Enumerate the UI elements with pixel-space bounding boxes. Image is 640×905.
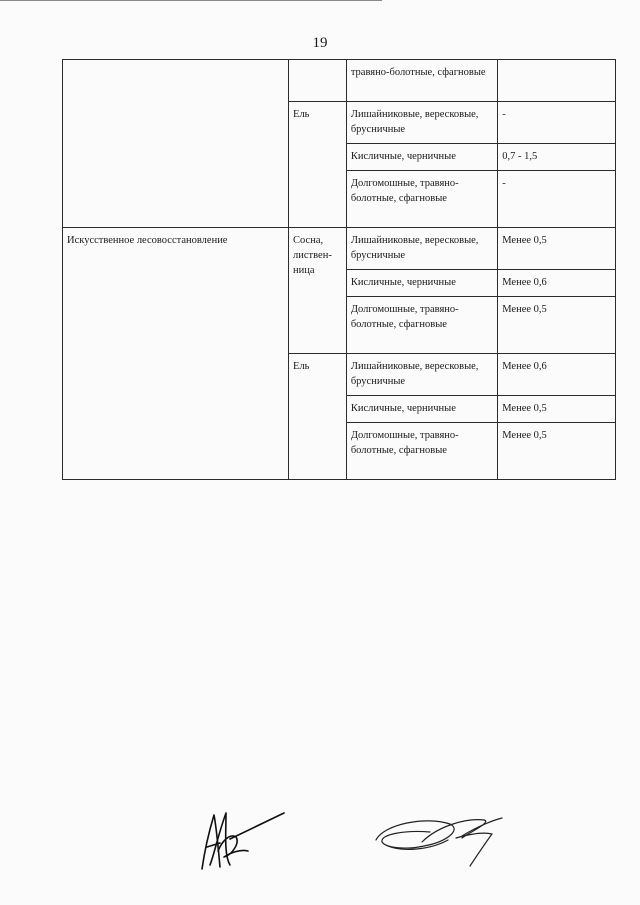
forest-type-cell: Долгомошные, травяно-болотные, сфагновые — [346, 297, 497, 354]
value-cell: Менее 0,6 — [498, 354, 616, 396]
method-cell — [63, 60, 289, 228]
species-cell: Ель — [289, 102, 347, 228]
value-cell: Менее 0,5 — [498, 228, 616, 270]
table-row — [63, 228, 616, 270]
forest-type-cell: Лишайниковые, вересковые, брусничные — [346, 228, 497, 270]
value-cell: Менее 0,5 — [498, 396, 616, 423]
value-cell: - — [498, 171, 616, 228]
forest-regeneration-table — [62, 59, 616, 480]
forest-type-cell: Долгомошные, травяно-болотные, сфагновые — [346, 171, 497, 228]
table-row — [63, 60, 616, 102]
signature-left — [196, 805, 288, 875]
top-rule — [0, 0, 382, 1]
signature-right — [366, 812, 508, 868]
value-cell: Менее 0,5 — [498, 297, 616, 354]
page-number: 19 — [312, 35, 328, 51]
value-cell: - — [498, 102, 616, 144]
forest-type-cell: Долгомошные, травяно-болотные, сфагновые — [346, 423, 497, 480]
species-cell — [289, 60, 347, 102]
forest-type-cell: Лишайниковые, вересковые, брусничные — [346, 354, 497, 396]
forest-type-cell: травяно-болотные, сфагновые — [346, 60, 497, 102]
method-cell: Искусственное лесовосстановление — [63, 228, 289, 480]
value-cell — [498, 60, 616, 102]
forest-type-cell: Лишайниковые, вересковые, брусничные — [346, 102, 497, 144]
value-cell: 0,7 - 1,5 — [498, 144, 616, 171]
forest-type-cell: Кисличные, черничные — [346, 144, 497, 171]
forest-type-cell: Кисличные, черничные — [346, 270, 497, 297]
value-cell: Менее 0,6 — [498, 270, 616, 297]
value-cell: Менее 0,5 — [498, 423, 616, 480]
species-cell: Ель — [289, 354, 347, 480]
forest-type-cell: Кисличные, черничные — [346, 396, 497, 423]
species-cell: Сосна, листвен-ница — [289, 228, 347, 354]
